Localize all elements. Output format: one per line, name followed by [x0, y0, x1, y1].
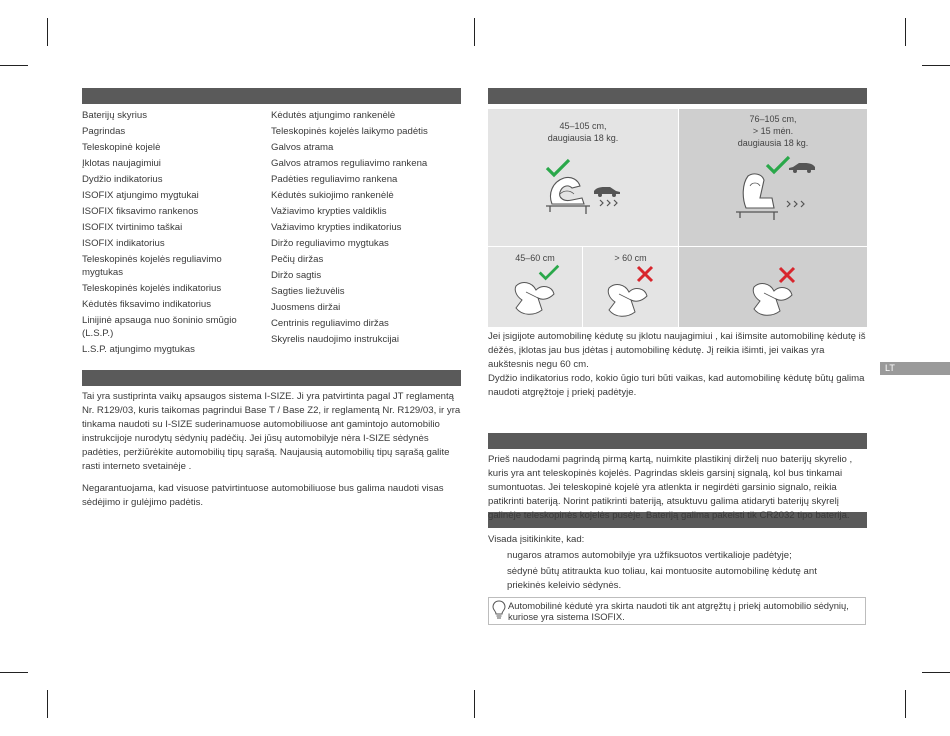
crop-mark [474, 690, 475, 718]
battery-text: Prieš naudodami pagrindą pirmą kartą, nuimkite plastikinį dirželį nuo baterijų skyrelio , kuris yra ant teleskopinės kojelės. Pagrindas skleis garsinį signalą, kol bus tinkamai sumontuotas. Jei teleskopinė kojelė yra atlenkta ir negirdėti garsinio signalo, reikia patikrinti bateriją. Norint patikrinti bateriją, atsuktuvu galima atidaryti baterijų skyrelį galinėje teleskopinės kojelės pusėje. Bateriją galima pakeisti tik CR2032 tipo baterija. [488, 454, 853, 521]
tip-text: Automobilinė kėdutė yra skirta naudoti tik ant atgręžtų į priekį automobilio sėdynių, kuriose yra sistema ISOFIX. [508, 600, 849, 622]
component-list-item: Pagrindas [82, 126, 126, 137]
component-list-item: ISOFIX atjungimo mygtukai [82, 190, 199, 201]
section-bar-isize [82, 370, 461, 386]
car-icon [592, 184, 622, 198]
crop-mark [47, 690, 48, 718]
lightbulb-icon [492, 600, 506, 620]
table-label-line: 76–105 cm, [749, 114, 797, 124]
component-list-item: ISOFIX indikatorius [82, 238, 165, 249]
component-list-item: Kėdutės fiksavimo indikatorius [82, 299, 212, 310]
component-list-item: Įklotas naujagimiui [82, 158, 161, 169]
component-list-item: Linijinė apsauga nuo šoninio smūgio (L.S.P.) [82, 315, 237, 339]
crop-mark [47, 18, 48, 46]
forward-facing-label [679, 113, 867, 149]
component-list-item: Diržo sagtis [271, 270, 322, 281]
insert-large-label: > 60 cm [614, 253, 647, 263]
component-list-item: Teleskopinės kojelės indikatorius [82, 283, 222, 294]
component-list-item: Padėties reguliavimo rankena [271, 174, 398, 185]
section-bar-components [82, 88, 461, 104]
check-item: sėdynė būtų atitraukta kuo toliau, kai montuosite automobilinę kėdutę ant priekinės keleivio sėdynės. [507, 566, 817, 591]
crop-mark [0, 65, 28, 66]
component-list-item: Teleskopinė kojelė [82, 142, 161, 153]
table-label-line: daugiausia 18 kg. [737, 138, 809, 148]
check-icon [538, 264, 560, 281]
section-bar-battery [488, 433, 867, 449]
insert-note: Jei įsigijote automobilinę kėdutę su įklotu naujagimiui , kai išimsite automobilinę kėdutę iš dėžės, įklotas jau bus įdėtas į automobilinę kėdutę. Jį reikia išimti, jei vaikas yra aukštesnis negu 60 cm. [488, 331, 866, 370]
component-list-item: L.S.P. atjungimo mygtukas [82, 344, 195, 355]
crop-mark [922, 672, 950, 673]
component-list-item: Centrinis reguliavimo diržas [271, 318, 389, 329]
car-icon [787, 160, 817, 174]
arrows-icon [785, 200, 809, 208]
cross-icon [636, 265, 654, 283]
component-list-item: Skyrelis naudojimo instrukcijai [271, 334, 399, 345]
section-bar-usage-table [488, 88, 867, 104]
component-list-item: Juosmens diržai [271, 302, 341, 313]
language-tab: LT [880, 362, 950, 375]
insert-small-label: 45–60 cm [515, 253, 555, 263]
component-list-item: Važiavimo krypties valdiklis [271, 206, 387, 217]
component-list-item: Diržo reguliavimo mygtukas [271, 238, 389, 249]
component-list-item: Teleskopinės kojelės laikymo padėtis [271, 126, 428, 137]
tip-box [488, 597, 866, 625]
component-list-item: Sagties liežuvėlis [271, 286, 345, 297]
newborn-insert-icon [601, 278, 655, 324]
car-seat-icon [730, 168, 784, 222]
arrows-icon [598, 199, 622, 207]
check-icon [545, 158, 571, 178]
component-list-item: Baterijų skyrius [82, 110, 148, 121]
size-indicator-note: Dydžio indikatorius rodo, kokio ūgio turi būti vaikas, kad automobilinę kėdutę būtų galima naudoti atgręžtoje į priekį padėtyje. [488, 373, 865, 398]
component-list-item: ISOFIX fiksavimo rankenos [82, 206, 199, 217]
crop-mark [905, 690, 906, 718]
crop-mark [922, 65, 950, 66]
check-item: nugaros atramos automobilyje yra užfiksuotos vertikalioje padėtyje; [507, 550, 792, 561]
component-list-item: Važiavimo krypties indikatorius [271, 222, 402, 233]
approval-text: Negarantuojama, kad visuose patvirtintuose automobiliuose bus galima naudoti visas sėdėjimo ir gulėjimo padėtis. [82, 483, 444, 508]
check-intro: Visada įsitikinkite, kad: [488, 534, 585, 545]
isize-text: Tai yra sustiprinta vaikų apsaugos sistema I-SIZE. Ji yra patvirtinta pagal JT reglamentą Nr. R129/03, kuris taikomas pagrindui Base T / Base Z2, ir reglamentą Nr. R129/03, ir yra tinkama naudoti su I-SIZE suderinamuose automobiliuose ant gamintojo automobilio instrukcijoje nurodytų sėdynių padėčių. Jei jūsų automobilyje nėra I-SIZE sėdynės padėties, peržiūrėkite automobilių tipų sąrašą. Naujausią automobilių tipų sąrašą galite rasti interneto svetainėje . [82, 391, 461, 472]
crop-mark [0, 672, 28, 673]
component-list-item: Kėdutės sukiojimo rankenėlė [271, 190, 394, 201]
component-list-item: Galvos atramos reguliavimo rankena [271, 158, 428, 169]
crop-mark [905, 18, 906, 46]
cross-icon [778, 266, 796, 284]
table-label-line: > 15 mėn. [752, 126, 794, 136]
component-list-item: Teleskopinės kojelės reguliavimo mygtukas [82, 254, 222, 278]
component-list-item: Dydžio indikatorius [82, 174, 163, 185]
table-label-line: 45–105 cm, [559, 121, 607, 131]
component-list-item: Kėdutės atjungimo rankenėlė [271, 110, 396, 121]
component-list-2 [271, 109, 461, 349]
table-label-line: daugiausia 18 kg. [547, 133, 619, 143]
crop-mark [474, 18, 475, 46]
component-list-item: Galvos atrama [271, 142, 334, 153]
component-list-item: ISOFIX tvirtinimo taškai [82, 222, 183, 233]
rear-facing-label [488, 120, 678, 144]
component-list-1 [82, 109, 262, 359]
component-list-item: Pečių diržas [271, 254, 324, 265]
newborn-insert-icon [508, 276, 562, 322]
